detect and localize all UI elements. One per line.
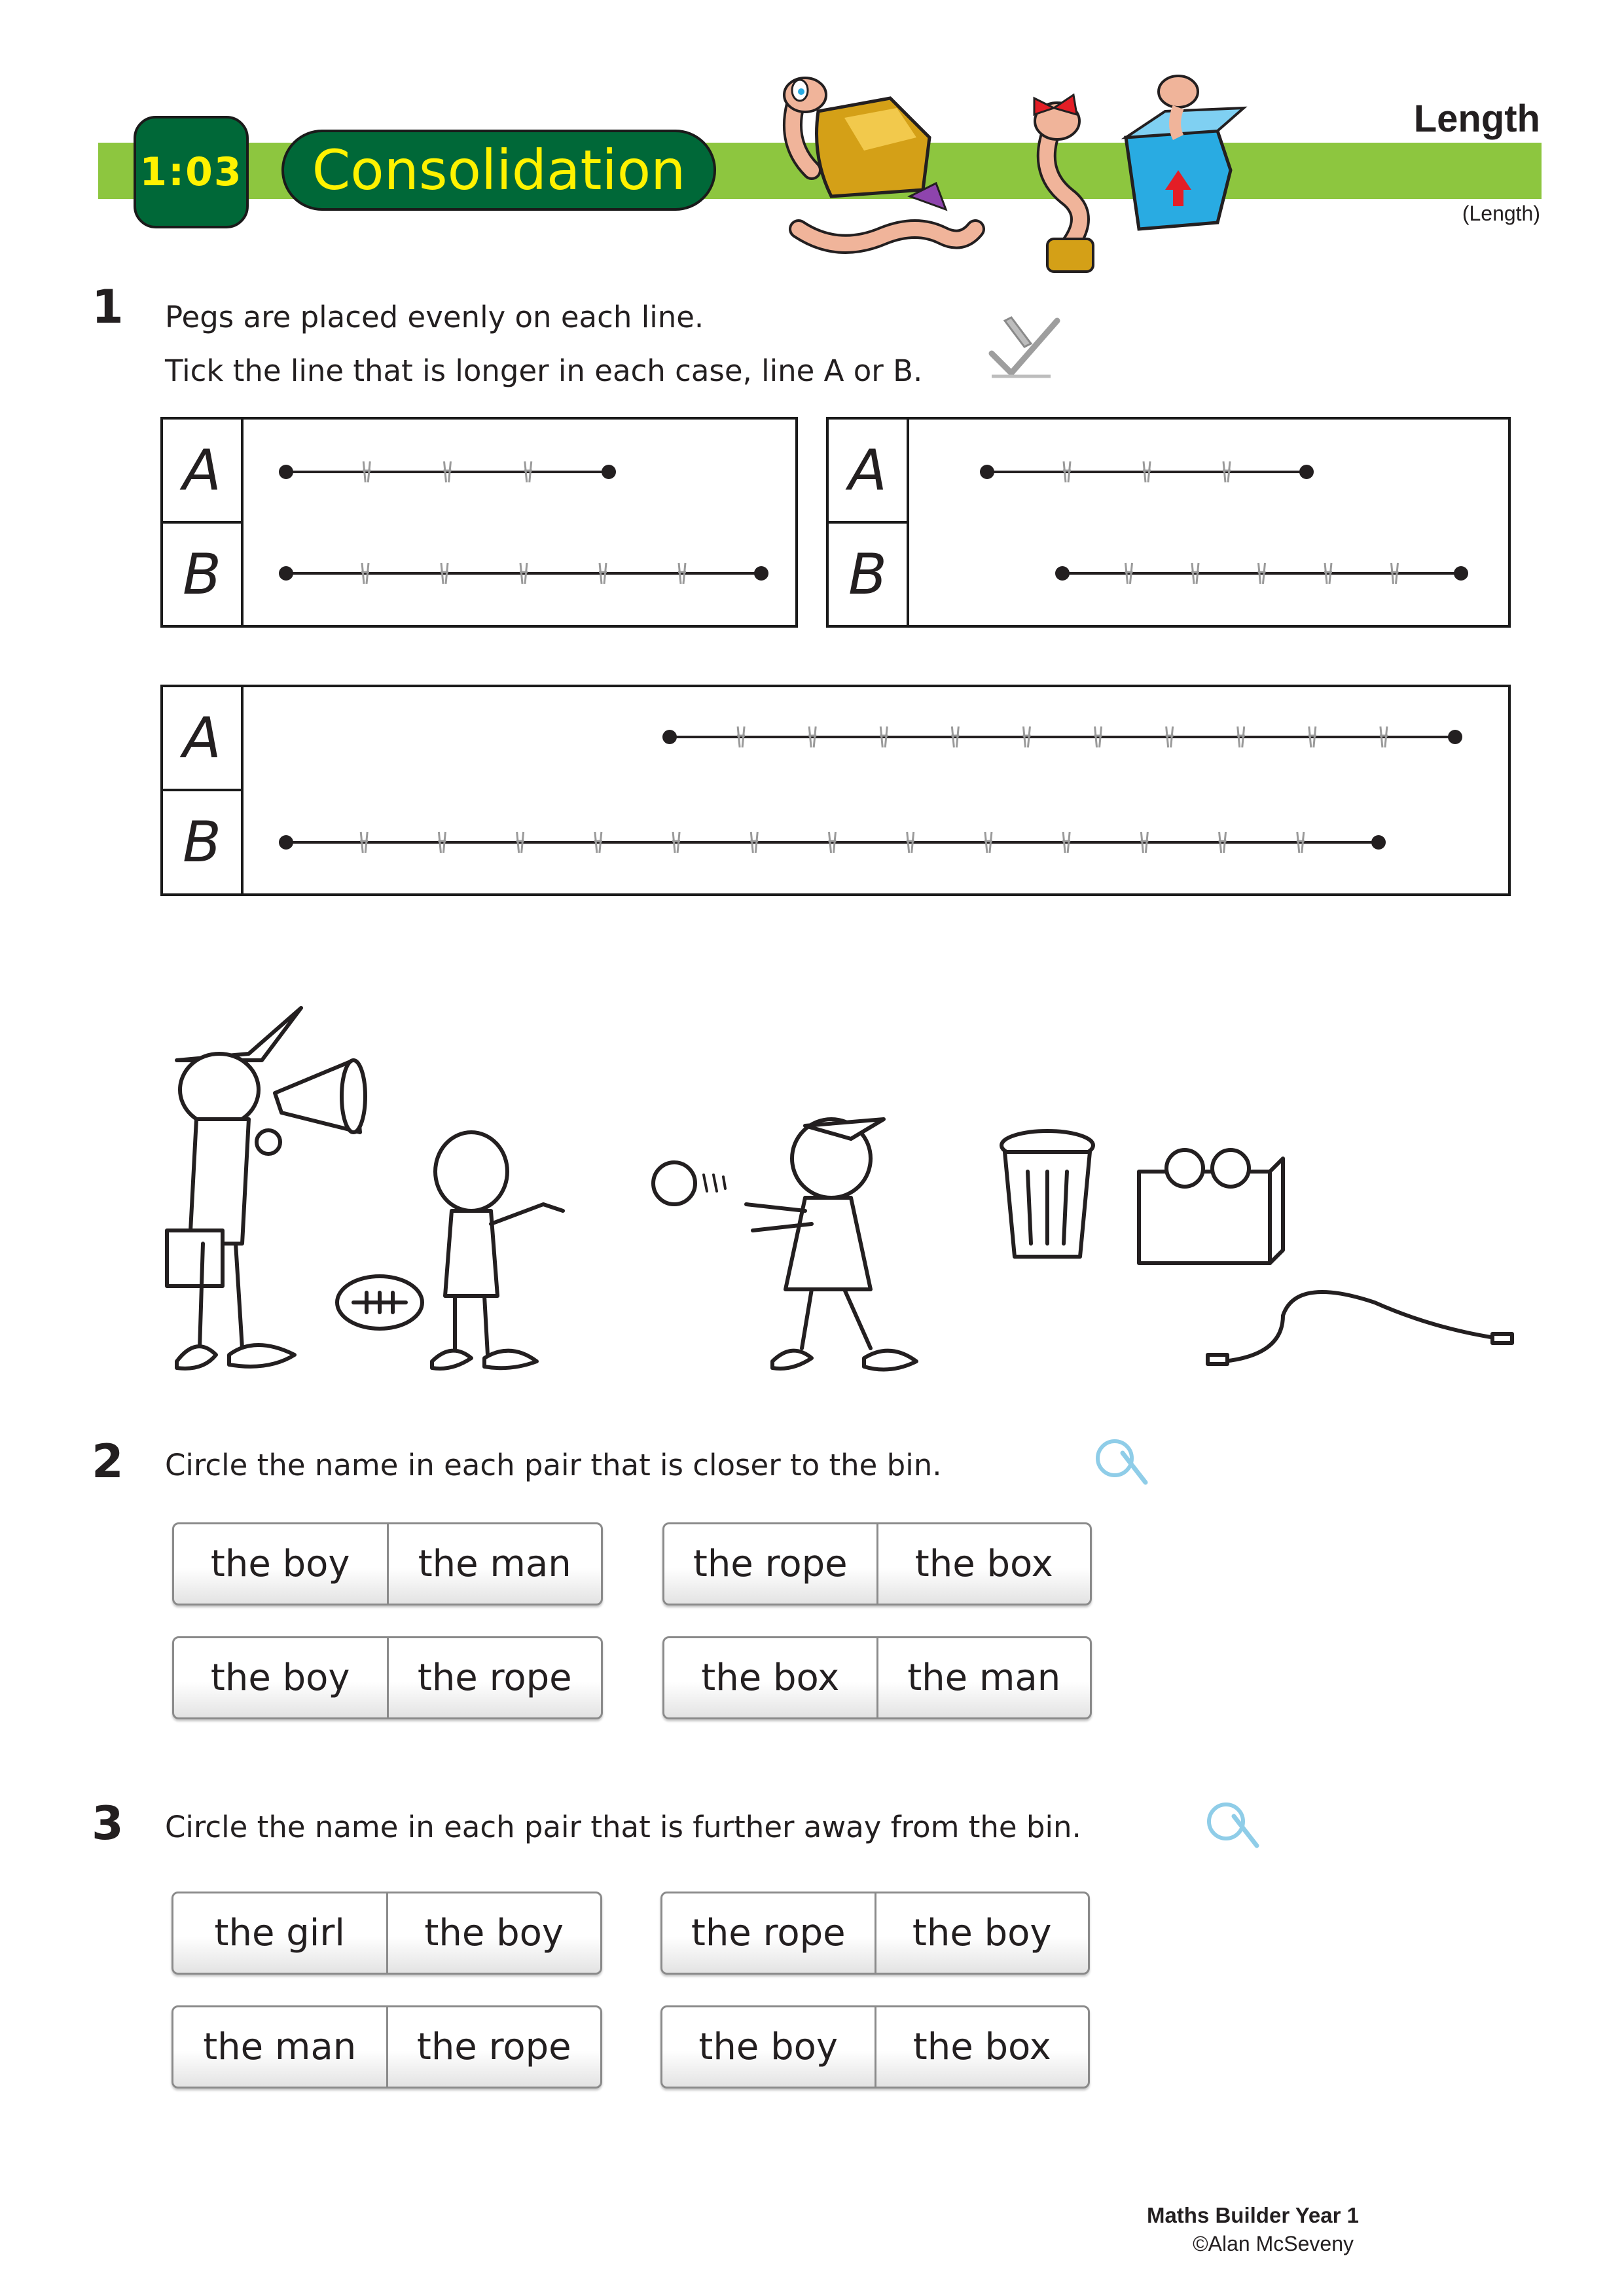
peg-line-3a — [662, 726, 1462, 747]
answer-pair — [660, 2005, 1090, 2089]
answer-option[interactable]: the box — [875, 2007, 1089, 2087]
line-endpoint — [980, 465, 994, 479]
playground-scene-illustration — [157, 995, 1519, 1388]
answer-option[interactable]: the man — [876, 1638, 1091, 1717]
label-a: A — [183, 437, 221, 503]
answer-option[interactable]: the boy — [210, 1657, 350, 1699]
answer-option[interactable]: the rope — [691, 1912, 846, 1954]
girl — [746, 1119, 916, 1370]
answer-option[interactable]: the boy — [386, 1893, 601, 1973]
answer-option[interactable]: the girl — [214, 1912, 345, 1954]
label-a: A — [183, 705, 221, 771]
line-endpoint — [1299, 465, 1314, 479]
topic-label: Length — [1413, 98, 1540, 140]
question-number-3: 3 — [92, 1797, 124, 1850]
label-b: B — [848, 541, 887, 607]
book-title: Maths Builder Year 1 — [1146, 2203, 1359, 2227]
line-endpoint — [1454, 566, 1468, 581]
line-endpoint — [279, 835, 293, 850]
answer-option[interactable]: the boy — [875, 1893, 1089, 1973]
question-number-2: 2 — [92, 1435, 124, 1488]
answer-pair — [172, 1636, 603, 1719]
question-1-line-2: Tick the line that is longer in each case, line A or B. — [165, 353, 923, 388]
boy — [432, 1132, 563, 1369]
peg-line-2b — [1055, 563, 1468, 584]
peg-lines-layer — [0, 0, 1624, 916]
line-endpoint — [662, 730, 677, 744]
answer-option[interactable]: the box — [876, 1524, 1091, 1604]
line-endpoint — [1371, 835, 1386, 850]
copyright: ©Alan McSeveny — [1193, 2232, 1354, 2255]
peg-line-1a — [279, 461, 616, 482]
line-endpoint — [1448, 730, 1462, 744]
answer-option[interactable]: the rope — [386, 2007, 601, 2087]
label-a: A — [848, 437, 887, 503]
box-of-balls — [1139, 1150, 1283, 1263]
answer-option[interactable]: the rope — [693, 1543, 848, 1585]
peg-line-3b — [279, 832, 1386, 853]
answer-option[interactable]: the boy — [210, 1543, 350, 1585]
unit-code: 1:03 — [139, 149, 243, 195]
peg-line-1b — [279, 563, 768, 584]
line-endpoint — [279, 465, 293, 479]
peg-line-2a — [980, 461, 1314, 482]
label-b: B — [183, 810, 221, 875]
rubbish-bin — [1001, 1131, 1093, 1257]
question-2-text: Circle the name in each pair that is closer to the bin. — [165, 1448, 942, 1482]
answer-pair — [172, 1522, 603, 1605]
circle-pencil-icon — [1090, 1433, 1152, 1486]
answer-pair — [171, 1892, 602, 1975]
line-endpoint — [279, 566, 293, 581]
man-with-megaphone — [167, 1008, 365, 1369]
answer-option[interactable]: the box — [701, 1657, 840, 1699]
skipping-rope — [1224, 1292, 1499, 1361]
question-1-line-1: Pegs are placed evenly on each line. — [165, 300, 704, 334]
answer-pair — [662, 1522, 1092, 1605]
answer-option[interactable]: the boy — [698, 2026, 839, 2068]
answer-option[interactable]: the rope — [387, 1638, 602, 1717]
answer-pair — [660, 1892, 1090, 1975]
line-endpoint — [602, 465, 616, 479]
answer-option[interactable]: the man — [203, 2026, 357, 2068]
page-title: Consolidation — [312, 138, 686, 202]
label-b: B — [183, 541, 221, 607]
ball — [653, 1162, 695, 1204]
answer-option[interactable]: the man — [387, 1524, 602, 1604]
subtopic-label: (Length) — [1462, 202, 1540, 225]
question-3-text: Circle the name in each pair that is further away from the bin. — [165, 1810, 1081, 1844]
line-endpoint — [1055, 566, 1070, 581]
answer-pair — [171, 2005, 602, 2089]
question-number-1: 1 — [92, 280, 124, 334]
answer-pair — [662, 1636, 1092, 1719]
line-endpoint — [754, 566, 768, 581]
circle-pencil-icon — [1201, 1797, 1263, 1849]
